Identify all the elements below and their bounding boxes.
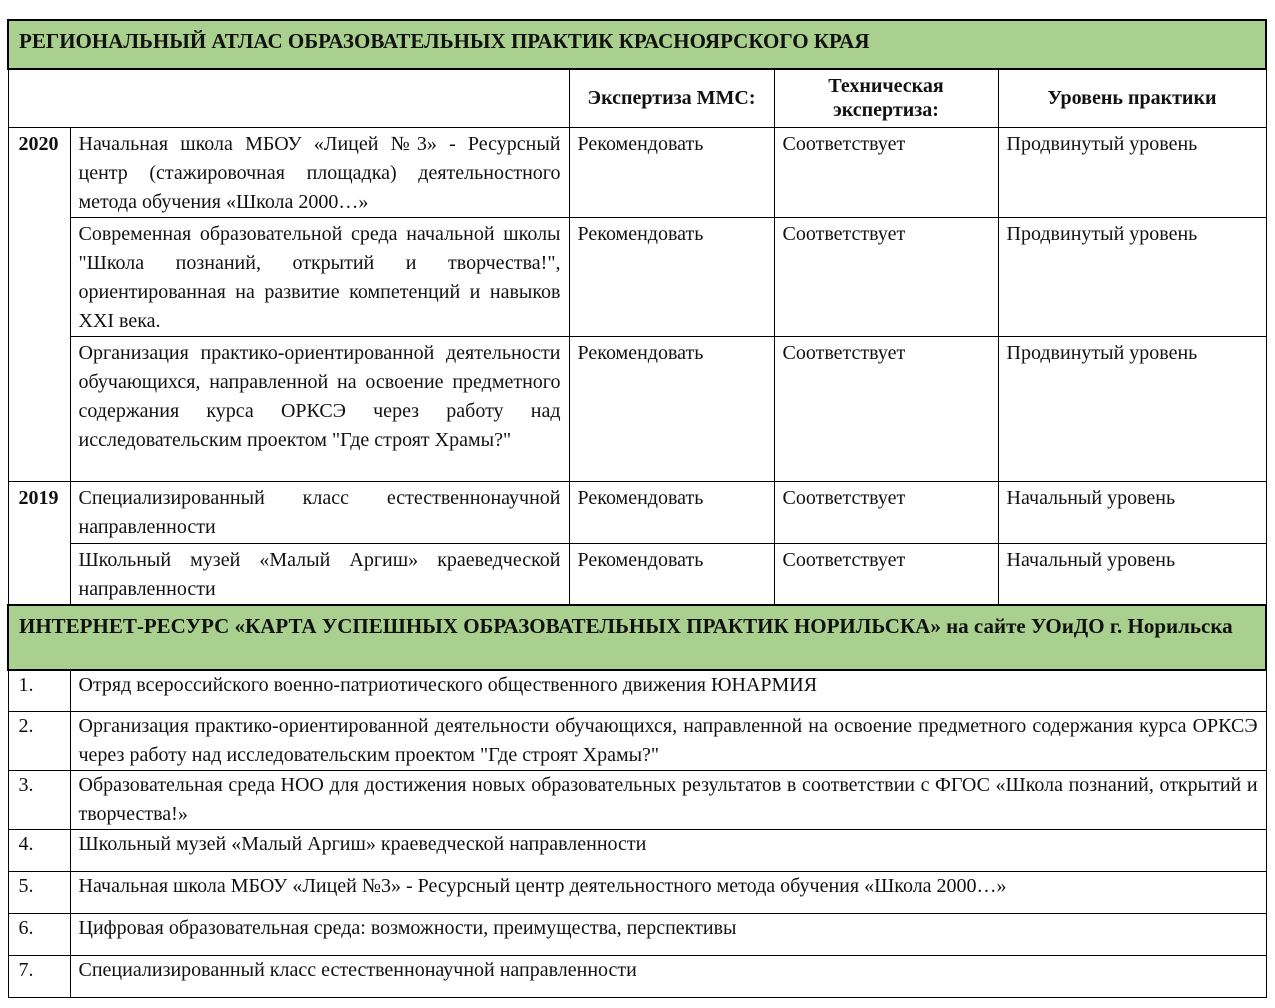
item-number: 3. xyxy=(8,771,70,830)
tech-value: Соответствует xyxy=(774,543,998,605)
list-item xyxy=(8,830,1266,872)
level-value: Продвинутый уровень xyxy=(998,217,1266,336)
section2-header-row xyxy=(8,605,1266,670)
section1-title: РЕГИОНАЛЬНЫЙ АТЛАС ОБРАЗОВАТЕЛЬНЫХ ПРАКТИК КРАСНОЯРСКОГО КРАЯ xyxy=(8,20,1266,69)
year-cell: 2020 xyxy=(8,127,70,481)
year-cell: 2019 xyxy=(8,481,70,605)
header-level: Уровень практики xyxy=(998,69,1266,127)
list-item xyxy=(8,914,1266,956)
practice-name: Школьный музей «Малый Аргиш» краеведческой направленности xyxy=(70,543,569,605)
tech-value: Соответствует xyxy=(774,127,998,217)
level-value: Продвинутый уровень xyxy=(998,127,1266,217)
mms-value: Рекомендовать xyxy=(569,481,774,543)
tech-value: Соответствует xyxy=(774,481,998,543)
table-row xyxy=(8,127,1266,217)
list-item xyxy=(8,771,1266,830)
tech-value: Соответствует xyxy=(774,217,998,336)
item-number: 7. xyxy=(8,956,70,998)
practice-name: Современная образовательной среда начальной школы "Школа познаний, открытий и творчества!", ориентированная на развитие компетенций и навыков XXI века. xyxy=(70,217,569,336)
table-row xyxy=(8,336,1266,481)
table-row xyxy=(8,217,1266,336)
mms-value: Рекомендовать xyxy=(569,336,774,481)
table-row xyxy=(8,481,1266,543)
item-text: Начальная школа МБОУ «Лицей №3» - Ресурсный центр деятельностного метода обучения «Школа 2000…» xyxy=(70,872,1266,914)
practice-name: Начальная школа МБОУ «Лицей №3» - Ресурсный центр (стажировочная площадка) деятельностного метода обучения «Школа 2000…» xyxy=(70,127,569,217)
practice-name: Специализированный класс естественнонаучной направленности xyxy=(70,481,569,543)
item-text: Организация практико-ориентированной деятельности обучающихся, направленной на освоение предметного содержания курса ОРКСЭ через работу над исследовательским проектом "Где строят Храмы?" xyxy=(70,712,1266,771)
item-number: 2. xyxy=(8,712,70,771)
list-item xyxy=(8,956,1266,998)
section1-header-row xyxy=(8,20,1266,69)
header-empty-cell xyxy=(8,69,569,127)
mms-value: Рекомендовать xyxy=(569,127,774,217)
practices-document xyxy=(7,19,1265,998)
header-mms: Экспертиза ММС: xyxy=(569,69,774,127)
table-row xyxy=(8,543,1266,605)
item-text: Школьный музей «Малый Аргиш» краеведческой направленности xyxy=(70,830,1266,872)
item-text: Отряд всероссийского военно-патриотического общественного движения ЮНАРМИЯ xyxy=(70,670,1266,712)
item-number: 1. xyxy=(8,670,70,712)
mms-value: Рекомендовать xyxy=(569,543,774,605)
column-header-row xyxy=(8,69,1266,127)
header-tech: Техническая экспертиза: xyxy=(774,69,998,127)
item-number: 6. xyxy=(8,914,70,956)
practices-table xyxy=(7,19,1267,998)
item-text: Образовательная среда НОО для достижения новых образовательных результатов в соответствии с ФГОС «Школа познаний, открытий и творчества!» xyxy=(70,771,1266,830)
list-item xyxy=(8,712,1266,771)
tech-value: Соответствует xyxy=(774,336,998,481)
item-number: 5. xyxy=(8,872,70,914)
level-value: Начальный уровень xyxy=(998,543,1266,605)
section2-title: ИНТЕРНЕТ-РЕСУРС «КАРТА УСПЕШНЫХ ОБРАЗОВАТЕЛЬНЫХ ПРАКТИК НОРИЛЬСКА» на сайте УОиДО г. Норильска xyxy=(8,605,1266,670)
mms-value: Рекомендовать xyxy=(569,217,774,336)
item-text: Цифровая образовательная среда: возможности, преимущества, перспективы xyxy=(70,914,1266,956)
list-item xyxy=(8,670,1266,712)
level-value: Продвинутый уровень xyxy=(998,336,1266,481)
list-item xyxy=(8,872,1266,914)
item-text: Специализированный класс естественнонаучной направленности xyxy=(70,956,1266,998)
level-value: Начальный уровень xyxy=(998,481,1266,543)
practice-name: Организация практико-ориентированной деятельности обучающихся, направленной на освоение предметного содержания курса ОРКСЭ через работу над исследовательским проектом "Где строят Храмы?" xyxy=(70,336,569,481)
item-number: 4. xyxy=(8,830,70,872)
